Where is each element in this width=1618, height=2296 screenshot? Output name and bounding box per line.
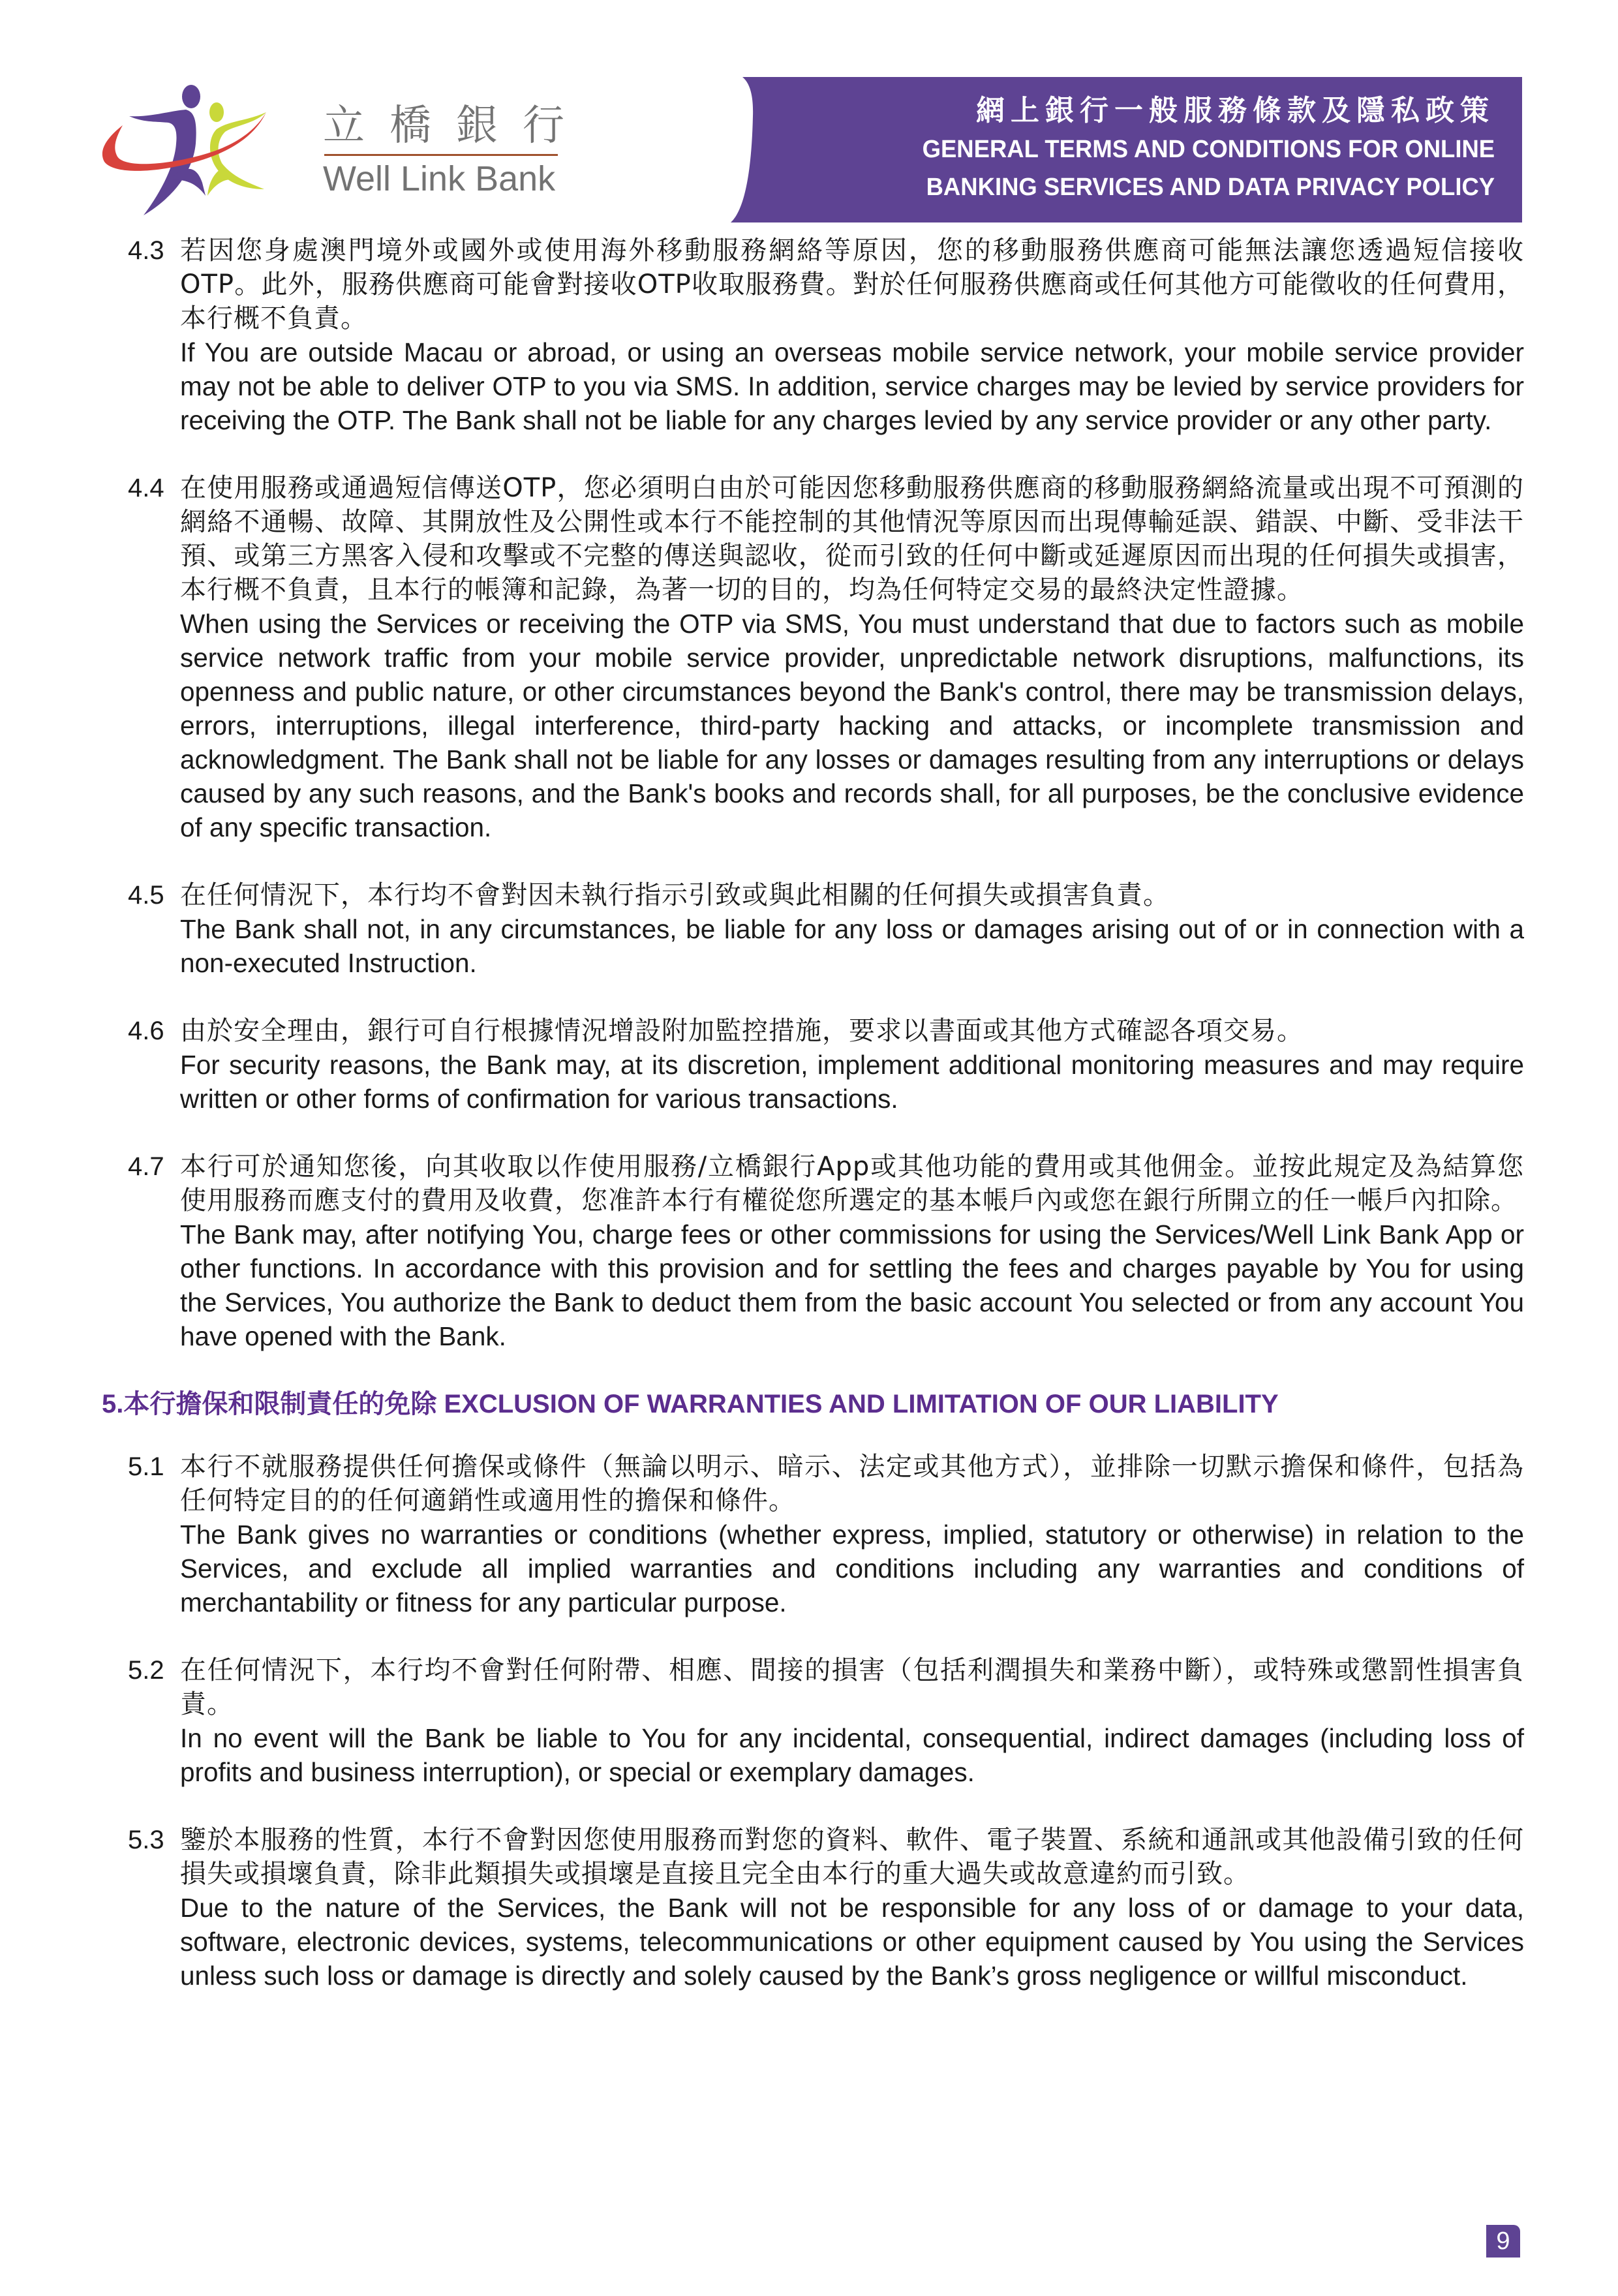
clause-text-english: The Bank gives no warranties or conditions (whether express, implied, statutory or otherwise) in relation to the Services, and exclude all implied warranties and conditions including any warranties and conditions of merchantability or fitness for any particular purpose.: [180, 1520, 1524, 1617]
clause-number: 5.3: [128, 1826, 164, 1854]
document-title-banner: [731, 77, 1522, 222]
section-5-heading: 5.本行擔保和限制責任的免除 EXCLUSION OF WARRANTIES AND LIMITATION OF OUR LIABILITY: [102, 1390, 1279, 1418]
clause-text-english: If You are outside Macau or abroad, or using an overseas mobile service network, your mobile service provider may not be able to deliver OTP to you via SMS. In addition, service charges may be levied by service providers for receiving the OTP. The Bank shall not be liable for any charges levied by any service provider or any other party.: [180, 337, 1524, 435]
clause-text-chinese: 本行不就服務提供任何擔保或條件（無論以明示、暗示、法定或其他方式），並排除一切默示擔保和條件，包括為任何特定目的的任何適銷性或適用性的擔保和條件。: [180, 1452, 1524, 1516]
clause-5-2: [128, 1653, 1524, 1789]
logo-purple-head: [182, 85, 200, 108]
clause-number: 4.6: [128, 1017, 164, 1045]
clause-text-chinese: 在任何情況下，本行均不會對因未執行指示引致或與此相關的任何損失或損害負責。: [180, 880, 1170, 910]
clause-text-chinese: 本行可於通知您後，向其收取以作使用服務/立橋銀行App或其他功能的費用或其他佣金。並按此規定及為結算您使用服務而應支付的費用及收費，您准許本行有權從您所選定的基本帳戶內或您在銀行所開立的任一帳戶內扣除。: [180, 1152, 1524, 1216]
clause-text-chinese: 鑒於本服務的性質，本行不會對因您使用服務而對您的資料、軟件、電子裝置、系統和通訊或其他設備引致的任何損失或損壞負責，除非此類損失或損壞是直接且完全由本行的重大過失或故意違約而引致。: [180, 1825, 1524, 1889]
page-number: 9: [1486, 2225, 1520, 2258]
clause-number: 4.3: [128, 236, 164, 265]
clause-4-3: [128, 234, 1524, 437]
clause-text-english: Due to the nature of the Services, the Bank will not be responsible for any loss of or damage to your data, software, electronic devices, systems, telecommunications or other equipment caused by You using the Services unless such loss or damage is directly and solely caused by the Bank’s gross negligence or willful misconduct.: [180, 1893, 1524, 1991]
clause-number: 4.7: [128, 1152, 164, 1181]
clause-text-chinese: 在任何情況下，本行均不會對任何附帶、相應、間接的損害（包括利潤損失和業務中斷），或特殊或懲罰性損害負責。: [180, 1655, 1524, 1719]
clause-text-chinese: 由於安全理由，銀行可自行根據情況增設附加監控措施，要求以書面或其他方式確認各項交易。: [180, 1016, 1304, 1046]
bank-name-english: Well Link Bank: [323, 159, 556, 198]
clause-text-english: In no event will the Bank be liable to You for any incidental, consequential, indirect damages (including loss of profits and business interruption), or special or exemplary damages.: [180, 1723, 1524, 1787]
clause-5-1: [128, 1450, 1524, 1619]
clause-text-english: The Bank shall not, in any circumstances, be liable for any loss or damages arising out of or in connection with a non-executed Instruction.: [180, 914, 1524, 978]
document-title-chinese: 網上銀行一般服務條款及隱私政策: [976, 94, 1495, 127]
clause-4-7: [128, 1150, 1524, 1353]
clause-text-english: For security reasons, the Bank may, at its discretion, implement additional monitoring measures and may require written or other forms of confirmation for various transactions.: [180, 1050, 1524, 1114]
logo-divider: [324, 154, 558, 156]
document-title-english-line2: BANKING SERVICES AND DATA PRIVACY POLICY: [926, 174, 1495, 201]
bank-name-chinese: 立橋銀行: [323, 102, 589, 150]
clause-number: 5.2: [128, 1656, 164, 1685]
document-title-english-line1: GENERAL TERMS AND CONDITIONS FOR ONLINE: [922, 136, 1495, 163]
clause-text-chinese: 若因您身處澳門境外或國外或使用海外移動服務網絡等原因，您的移動服務供應商可能無法讓您透過短信接收OTP。此外，服務供應商可能會對接收OTP收取服務費。對於任何服務供應商或任何其他方可能徵收的任何費用，本行概不負責。: [180, 236, 1524, 333]
clause-text-english: The Bank may, after notifying You, charge fees or other commissions for using the Services/Well Link Bank App or other functions. In accordance with this provision and for settling the fees and charges payable by You for using the Services, You authorize the Bank to deduct them from the basic account You selected or from any account You have opened with the Bank.: [180, 1219, 1524, 1351]
logo-lime-head: [209, 102, 224, 122]
clause-number: 4.5: [128, 881, 164, 910]
clause-number: 4.4: [128, 474, 164, 502]
bank-logo: [98, 85, 589, 215]
clause-text-chinese: 在使用服務或通過短信傳送OTP，您必須明白由於可能因您移動服務供應商的移動服務網絡流量或出現不可預測的網絡不通暢、故障、其開放性及公開性或本行不能控制的其他情況等原因而出現傳輸延誤、錯誤、中斷、受非法干預、或第三方黑客入侵和攻擊或不完整的傳送與認收，從而引致的任何中斷或延遲原因而出現的任何損失或損害，本行概不負責，且本行的帳簿和記錄，為著一切的目的，均為任何特定交易的最終決定性證據。: [180, 473, 1524, 605]
clause-5-3: [128, 1823, 1524, 1993]
clause-4-5: [128, 878, 1524, 980]
clause-number: 5.1: [128, 1452, 164, 1481]
document-body: [102, 234, 1524, 2027]
clause-text-english: When using the Services or receiving the OTP via SMS, You must understand that due to factors such as mobile service network traffic from your mobile service provider, unpredictable network disruptions, malfunctions, its openness and public nature, or other circumstances beyond the Bank's control, there may be transmission delays, errors, interruptions, illegal interference, third-party hacking and attacks, or incomplete transmission and acknowledgment. The Bank shall not be liable for any losses or damages resulting from any interruptions or delays caused by any such reasons, and the Bank's books and records shall, for all purposes, be the conclusive evidence of any specific transaction.: [180, 609, 1524, 842]
clause-4-6: [128, 1014, 1524, 1116]
logo-mark-icon: [98, 85, 320, 215]
clause-4-4: [128, 471, 1524, 844]
